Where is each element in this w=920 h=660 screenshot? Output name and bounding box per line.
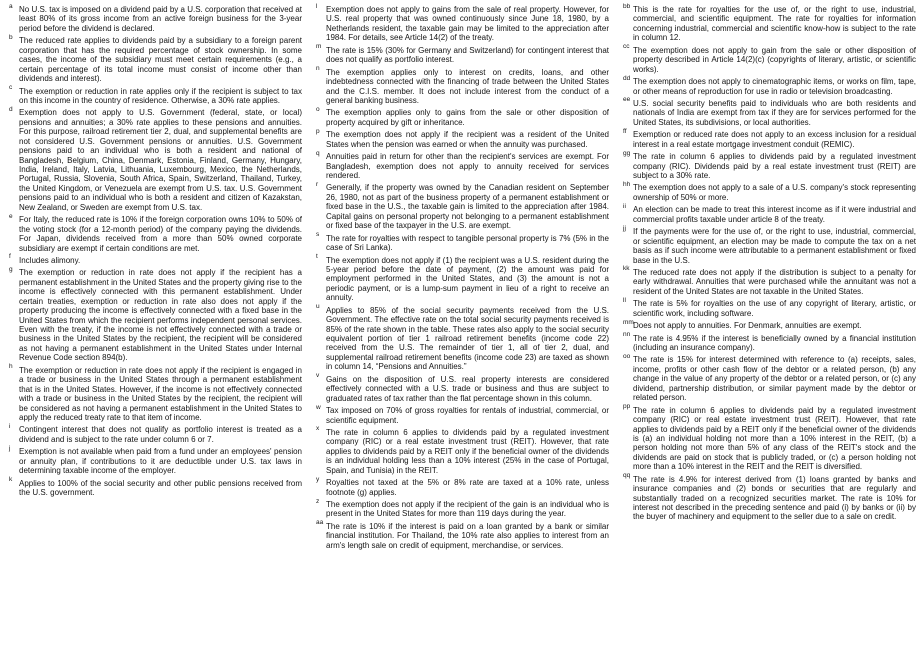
footnote-marker: pp — [623, 403, 631, 411]
footnote-marker: t — [316, 253, 318, 260]
footnote-a — [8, 2, 302, 33]
footnote-p — [315, 127, 609, 149]
footnote-marker: x — [316, 425, 320, 433]
footnote-cc — [622, 43, 916, 74]
footnote-ll — [622, 296, 916, 318]
footnote-marker: f — [9, 253, 11, 261]
footnote-dd — [622, 74, 916, 96]
footnote-bb — [622, 2, 916, 43]
footnote-marker: jj — [623, 224, 626, 232]
footnote-marker: v — [316, 372, 320, 380]
footnote-t — [315, 253, 609, 303]
footnote-marker: ee — [623, 96, 631, 104]
footnote-pp — [622, 403, 916, 472]
footnote-text: The rate in column 6 applies to dividends paid by a regulated investment company (RIC) or real estate investment trust (REIT). However, that rate applies to dividends paid by a REIT only if the beneficial owner of the dividends is (a) an individual holding not more than a 10% interest in the REIT, (b) a person holding not more than 5% of any class of the REIT's stock and the dividends are paid on stock that is publicly traded, or (c) a person holding not more than a 10% interest in the REIT and the REIT is diversified. — [633, 405, 916, 472]
footnote-text: The rate is 15% (30% for Germany and Switzerland) for contingent interest that does not qualify as portfolio interest. — [326, 45, 609, 65]
footnote-marker: o — [316, 105, 320, 113]
footnote-text: No U.S. tax is imposed on a dividend paid by a U.S. corporation that received at least 80% of its gross income from an active foreign business for the 3-year period before the dividend is declared. — [19, 5, 302, 33]
footnote-marker: gg — [623, 149, 631, 157]
footnote-u — [315, 303, 609, 372]
footnote-text: The exemption does not apply to cinematographic items, or works on film, tape, or other means of reproduction for use in radio or television broadcasting. — [633, 77, 916, 96]
footnote-text: Contingent interest that does not qualify as portfolio interest is treated as a dividend and is subject to the rate under column 6 or 7. — [19, 425, 302, 444]
footnote-text: Generally, if the property was owned by the Canadian resident on September 26, 1980, not as part of the business property of a permanent establishment or fixed base in the U.S., the taxable gain is limited to the appreciation after 1984. Capital gains on personal property not belonging to a permanent establishment or fixed base of the taxpayer in the U.S. are exempt. — [326, 183, 609, 231]
footnote-text: The reduced rate applies to dividends paid by a subsidiary to a foreign parent corporation that has the required percentage of stock ownership. In some cases, the income of the subsidiary must meet certain requirements (e.g., a certain percentage of its total income must consist of income other than dividends and interest). — [19, 36, 302, 84]
footnote-marker: ff — [623, 127, 627, 135]
footnote-text: Exemption does not apply to U.S. Government (federal, state, or local) pensions and annuities; a 30% rate applies to these pensions and annuities. For this purpose, railroad retirement tier 2, dual, and supplemental benefits are not considered U.S. Government pensions or annuities. U.S. Government pensions paid to an individual who is both a resident and national of Bangladesh, Belgium, China, Denmark, Estonia, Finland, Germany, Hungary, India, Ireland, Italy, Latvia, Lithuania, Luxembourg, Mexico, the Netherlands, Portugal, Russia, Slovenia, South Africa, Spain, Switzerland, Thailand, Turkey, the United Kingdom, or Venezuela are exempt from U.S. tax. U.S. Government pensions paid to an individual who is both a resident and citizen of Kazakstan, New Zealand, or Sweden are exempt from U.S. tax. — [19, 108, 302, 212]
footnote-text: Annuities paid in return for other than the recipient's services are exempt. For Bangladesh, exemption does not apply to annuity received for services rendered. — [326, 152, 609, 180]
footnote-y — [315, 475, 609, 497]
footnote-x — [315, 425, 609, 475]
footnote-marker: u — [316, 303, 320, 311]
footnote-marker: dd — [623, 74, 631, 82]
footnotes-column-1 — [8, 2, 302, 660]
footnote-marker: h — [9, 363, 13, 371]
footnotes-column-3 — [622, 2, 916, 660]
footnote-n — [315, 65, 609, 106]
footnote-qq — [622, 472, 916, 522]
footnote-marker: g — [9, 265, 13, 273]
footnote-text: The exemption does not apply if the recipient of the gain is an individual who is present in the United States for more than 119 days during the year. — [326, 500, 609, 519]
footnote-text: Applies to 100% of the social security and other public pensions received from the U.S. government. — [19, 478, 302, 497]
footnote-ii — [622, 202, 916, 224]
footnote-ff — [622, 127, 916, 149]
footnote-r — [315, 180, 609, 231]
footnote-s — [315, 231, 609, 253]
footnote-marker: ii — [623, 202, 626, 210]
footnote-marker: a — [9, 2, 13, 10]
footnote-text: The exemption or reduction in rate does not apply if the recipient has a permanent establishment in the United States and the property giving rise to the income is effectively connected with this permanent establishment. Under certain treaties, exemption or reduction in rate also does not apply if the property producing the income is effectively connected with a fixed base in the United States from which the recipient performs independent personal services. Even with the treaty, if the income is not effectively connected with a trade or business in the United States by the recipient, the recipient will be considered as not having a permanent establishment in the United States under Internal Revenue Code section 894(b). — [19, 268, 302, 363]
footnote-text: Gains on the disposition of U.S. real property interests are considered effectively connected with a U.S. trade or business and thus are subject to graduated rates of tax rather than the flat percentage shown in this column. — [326, 374, 609, 403]
footnote-marker: s — [316, 231, 320, 239]
footnote-marker: cc — [623, 43, 630, 51]
footnote-text: The exemption does not apply to a sale of a U.S. company's stock representing ownership of 50% or more. — [633, 183, 916, 202]
footnote-marker: nn — [623, 331, 631, 339]
footnote-marker: w — [316, 403, 321, 411]
footnote-g — [8, 265, 302, 363]
footnote-text: Does not apply to annuities. For Denmark, annuities are exempt. — [633, 321, 862, 331]
footnote-marker: k — [9, 476, 13, 484]
footnote-text: Includes alimony. — [19, 255, 81, 265]
footnote-jj — [622, 224, 916, 265]
footnote-nn — [622, 331, 916, 353]
footnote-marker: m — [316, 43, 322, 51]
footnote-marker: aa — [316, 519, 324, 527]
footnote-marker: j — [9, 444, 11, 452]
footnote-d — [8, 105, 302, 212]
footnote-b — [8, 33, 302, 84]
footnote-c — [8, 84, 302, 106]
footnote-hh — [622, 180, 916, 202]
footnote-marker: q — [316, 149, 320, 157]
footnote-l — [315, 2, 609, 43]
footnote-text: U.S. social security benefits paid to individuals who are both residents and nationals of India are exempt from tax if they are for services performed for the United States, its subdivisions, or local authorities. — [633, 98, 916, 127]
footnote-m — [315, 43, 609, 65]
footnote-ee — [622, 96, 916, 127]
footnote-text: The rate is 15% for interest determined with reference to (a) receipts, sales, income, profits or other cash flow of the debtor or a related person, (b) any change in the value of any property of the debtor or a related person, or (c) any dividend, partnership distribution, or similar payment made by the debtor or related person. — [633, 355, 916, 403]
footnote-marker: bb — [623, 2, 631, 10]
footnote-marker: n — [316, 65, 320, 73]
footnote-kk — [622, 265, 916, 296]
footnote-k — [8, 476, 302, 498]
footnote-marker: r — [316, 180, 319, 188]
footnote-w — [315, 403, 609, 425]
footnote-text: Tax imposed on 70% of gross royalties for rentals of industrial, commercial, or scientific equipment. — [326, 406, 609, 425]
footnote-text: If the payments were for the use of, or the right to use, industrial, commercial, or scientific equipment, an election may be made to compute the tax on a net basis as if such income were attributable to a permanent establishment or fixed base in the U.S. — [633, 227, 916, 265]
footnote-aa — [315, 519, 609, 550]
footnote-marker: y — [316, 475, 320, 483]
footnote-text: Applies to 85% of the social security payments received from the U.S. Government. The effective rate on the total social security payments received is 85% of the rate shown in the table. These rates also apply to the social security equivalent portion of tier 1 railroad retirement benefits (income code 22) received from the U.S. The remainder of tier 1, all of tier 2, dual, and supplemental railroad retirement benefits (income code 23) are taxed as shown in column 14, “Pensions and Annuities.” — [326, 305, 609, 372]
footnote-text: Exemption or reduced rate does not apply to an excess inclusion for a residual interest in a real estate mortgage investment conduit (REMIC). — [633, 130, 916, 149]
footnote-text: The exemption or reduction in rate does not apply if the recipient is engaged in a trade or business in the United States through a permanent establishment that is in the United States. However, if the income is not effectively connected with a trade or business in the United States by the recipient, the recipient will be considered as not having a permanent establishment in the United States to apply the reduced treaty rate to that item of income. — [19, 365, 302, 422]
footnote-text: Royalties not taxed at the 5% or 8% rate are taxed at a 10% rate, unless footnote (g) applies. — [326, 478, 609, 497]
footnote-marker: b — [9, 33, 13, 41]
footnote-e — [8, 212, 302, 253]
footnote-text: The exemption applies only to interest on credits, loans, and other indebtedness connected with the financing of trade between the United States and the C.I.S. member. It does not include interest from the conduct of a general banking business. — [326, 67, 609, 105]
footnote-o — [315, 105, 609, 127]
footnote-text: The rate is 5% for royalties on the use of any copyright of literary, artistic, or scientific work, including software. — [633, 299, 916, 318]
footnote-text: The rate is 4.9% for interest derived from (1) loans granted by banks and insurance companies and (2) bonds or securities that are regularly and substantially traded on a recognized securities market. The rate is 10% for interest not described in the preceding sentence and paid (i) by banks or (ii) by the buyer of machinery and equipment to the seller due to a sale on credit. — [633, 474, 916, 522]
footnote-marker: ll — [623, 296, 626, 304]
footnote-f — [8, 253, 302, 265]
footnote-i — [8, 422, 302, 444]
footnote-marker: e — [9, 212, 13, 220]
footnote-marker: l — [316, 2, 318, 10]
footnote-text: Exemption is not available when paid from a fund under an employees' pension or annuity plan, if contributions to it are deductible under U.S. tax laws in determining taxable income of the employer. — [19, 447, 302, 476]
footnote-oo — [622, 352, 916, 403]
footnote-text: The exemption or reduction in rate applies only if the recipient is subject to tax on this income in the country of residence. Otherwise, a 30% rate applies. — [19, 86, 302, 105]
footnote-text: The rate is 10% if the interest is paid on a loan granted by a bank or similar financial institution. For Thailand, the 10% rate also applies to interest from an arm's length sale on credit of equipment, merchandise, or services. — [326, 521, 609, 550]
footnote-marker: d — [9, 105, 13, 113]
footnote-marker: c — [9, 84, 13, 91]
footnote-text: The rate in column 6 applies to dividends paid by a regulated investment company (RIC). Dividends paid by a real estate investment trust (REIT) are subject to a 30% rate. — [633, 152, 916, 180]
footnote-marker: kk — [623, 265, 630, 273]
footnote-text: The rate for royalties with respect to tangible personal property is 7% (5% in the case of Sri Lanka). — [326, 233, 609, 253]
footnote-q — [315, 149, 609, 180]
footnote-text: The exemption applies only to gains from the sale or other disposition of property acquired by gift or inheritance. — [326, 108, 609, 127]
footnote-h — [8, 363, 302, 423]
footnote-marker: z — [316, 497, 320, 505]
footnote-marker: hh — [623, 180, 631, 188]
footnote-text: The exemption does not apply if the recipient was a resident of the United States when the pension was earned or when the annuity was purchased. — [326, 130, 609, 149]
footnotes-column-2 — [315, 2, 609, 660]
footnote-marker: p — [316, 127, 320, 135]
footnote-marker: i — [9, 422, 11, 430]
footnote-z — [315, 497, 609, 519]
footnote-text: The rate in column 6 applies to dividends paid by a regulated investment company (RIC) or a real estate investment trust (REIT). However, that rate applies to dividends paid by a REIT only if the beneficial owner of the dividends is an individual holding less than a 10% interest (25% in the case of Portugal, Spain, and Tunisia) in the REIT. — [326, 427, 609, 475]
footnote-marker: qq — [623, 472, 631, 480]
footnote-text: For Italy, the reduced rate is 10% if the foreign corporation owns 10% to 50% of the voting stock (for a 12-month period) of the company paying the dividends. For Japan, dividends received from a more than 50% owned corporate subsidiary are exempt if certain conditions are met. — [19, 215, 302, 253]
footnote-mm — [622, 318, 916, 331]
footnote-text: This is the rate for royalties for the use of, or the right to use, industrial, commercial, and scientific equipment. The rate for royalties for information concerning industrial, commercial and scientific know-how is subject to the rate in column 12. — [633, 5, 916, 43]
footnote-v — [315, 372, 609, 403]
footnote-marker: mm — [623, 318, 634, 326]
footnote-gg — [622, 149, 916, 180]
footnote-text: The exemption does not apply if (1) the recipient was a U.S. resident during the 5-year period before the date of payment, (2) the amount was paid for employment performed in the United States, and (3) the amount is not a periodic payment, or is a lump-sum payment in lieu of a right to receive an annuity. — [326, 255, 609, 303]
footnote-text: The rate is 4.95% if the interest is beneficially owned by a financial institution (including an insurance company). — [633, 333, 916, 352]
footnote-text: Exemption does not apply to gains from the sale of real property. However, for U.S. real property that was owned continuously since June 18, 1980, by a Netherlands resident, the taxable gain may be limited to the appreciation after 1984. For details, see Article 14(2) of the treaty. — [326, 5, 609, 43]
footnote-text: The exemption does not apply to gain from the sale or other disposition of property described in Article 14(2)(c) (copyrights of literary, artistic, or scientific works). — [633, 45, 916, 74]
footnote-text: An election can be made to treat this interest income as if it were industrial and commercial profits taxable under article 8 of the treaty. — [633, 205, 916, 224]
footnote-text: The reduced rate does not apply if the distribution is subject to a penalty for early withdrawal. Annuities that were purchased while the annuitant was not a resident of the United States are not taxable in the United States. — [633, 267, 916, 296]
footnote-j — [8, 444, 302, 476]
footnote-marker: oo — [623, 352, 631, 360]
